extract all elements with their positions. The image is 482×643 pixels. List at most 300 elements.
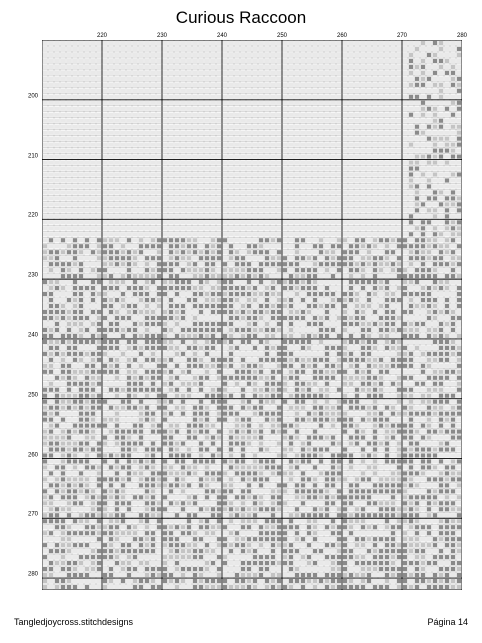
stitch-symbol-cell [403,172,407,176]
stitch-symbol-cell [133,59,137,63]
stitch-symbol-cell [193,184,197,188]
stitch-symbol-cell [193,137,197,141]
stitch-symbol-cell [133,53,137,57]
stitch-symbol-cell [343,334,347,338]
stitch-symbol-cell [97,274,101,278]
stitch-symbol-cell [295,59,299,63]
stitch-symbol-cell [415,322,419,326]
stitch-symbol-cell [85,208,89,212]
stitch-symbol-cell [229,196,233,200]
stitch-symbol-cell [445,418,449,422]
stitch-symbol-cell [193,418,197,422]
stitch-symbol-cell [253,125,257,129]
stitch-symbol-cell [343,453,347,457]
stitch-symbol-cell [205,71,209,75]
stitch-symbol-cell [61,184,65,188]
stitch-symbol-cell [85,298,89,302]
stitch-symbol-cell [283,429,287,433]
stitch-symbol-cell [379,453,383,457]
stitch-symbol-cell [43,47,47,51]
stitch-symbol-cell [445,41,449,45]
stitch-symbol-cell [97,406,101,410]
stitch-symbol-cell [361,435,365,439]
stitch-symbol-cell [247,394,251,398]
stitch-symbol-cell [367,125,371,129]
stitch-symbol-cell [133,119,137,123]
stitch-symbol-cell [343,394,347,398]
stitch-symbol-cell [295,89,299,93]
stitch-symbol-cell [325,95,329,99]
stitch-symbol-cell [145,429,149,433]
stitch-symbol-cell [205,101,209,105]
stitch-symbol-cell [391,202,395,206]
stitch-symbol-cell [421,256,425,260]
stitch-symbol-cell [109,119,113,123]
stitch-symbol-cell [109,172,113,176]
stitch-symbol-cell [85,95,89,99]
stitch-symbol-cell [241,196,245,200]
stitch-symbol-cell [283,447,287,451]
stitch-symbol-cell [115,280,119,284]
stitch-symbol-cell [217,172,221,176]
stitch-symbol-cell [421,178,425,182]
stitch-symbol-cell [343,310,347,314]
stitch-symbol-cell [355,125,359,129]
stitch-symbol-cell [115,53,119,57]
stitch-symbol-cell [55,89,59,93]
stitch-symbol-cell [127,184,131,188]
stitch-symbol-cell [295,214,299,218]
stitch-symbol-cell [391,256,395,260]
stitch-symbol-cell [379,101,383,105]
stitch-symbol-cell [271,429,275,433]
stitch-symbol-cell [145,358,149,362]
stitch-symbol-cell [367,447,371,451]
stitch-symbol-cell [217,95,221,99]
stitch-symbol-cell [343,388,347,392]
stitch-symbol-cell [265,220,269,224]
stitch-symbol-cell [331,77,335,81]
stitch-symbol-cell [427,232,431,236]
stitch-symbol-cell [127,346,131,350]
stitch-symbol-cell [43,286,47,290]
stitch-symbol-cell [79,202,83,206]
stitch-symbol-cell [241,280,245,284]
stitch-symbol-cell [163,424,167,428]
stitch-symbol-cell [223,113,227,117]
stitch-symbol-cell [61,125,65,129]
stitch-symbol-cell [211,149,215,153]
stitch-symbol-cell [277,400,281,404]
stitch-symbol-cell [229,41,233,45]
stitch-symbol-cell [139,184,143,188]
stitch-symbol-cell [391,412,395,416]
stitch-symbol-cell [43,280,47,284]
stitch-symbol-cell [379,77,383,81]
stitch-symbol-cell [151,304,155,308]
stitch-symbol-cell [181,101,185,105]
stitch-symbol-cell [325,184,329,188]
stitch-symbol-cell [181,143,185,147]
stitch-symbol-cell [133,71,137,75]
stitch-symbol-cell [121,352,125,356]
stitch-symbol-cell [259,244,263,248]
stitch-symbol-cell [301,453,305,457]
stitch-symbol-cell [115,459,119,463]
stitch-symbol-cell [115,172,119,176]
stitch-symbol-cell [79,149,83,153]
stitch-symbol-cell [73,214,77,218]
stitch-symbol-cell [277,137,281,141]
stitch-symbol-cell [427,256,431,260]
stitch-symbol-cell [343,137,347,141]
stitch-symbol-cell [283,358,287,362]
stitch-symbol-cell [205,244,209,248]
stitch-symbol-cell [145,268,149,272]
stitch-symbol-cell [349,250,353,254]
stitch-symbol-cell [175,310,179,314]
stitch-symbol-cell [205,232,209,236]
stitch-symbol-cell [103,184,107,188]
stitch-symbol-cell [343,154,347,158]
stitch-symbol-cell [181,382,185,386]
stitch-symbol-cell [307,286,311,290]
stitch-symbol-cell [349,131,353,135]
stitch-symbol-cell [457,71,461,75]
stitch-symbol-cell [445,412,449,416]
stitch-symbol-cell [349,172,353,176]
stitch-symbol-cell [349,376,353,380]
stitch-symbol-cell [325,453,329,457]
stitch-symbol-cell [175,166,179,170]
stitch-symbol-cell [439,268,443,272]
stitch-symbol-cell [181,262,185,266]
stitch-symbol-cell [127,334,131,338]
stitch-symbol-cell [331,226,335,230]
stitch-symbol-cell [451,131,455,135]
stitch-symbol-cell [115,232,119,236]
stitch-symbol-cell [199,304,203,308]
stitch-symbol-cell [97,453,101,457]
stitch-symbol-cell [403,190,407,194]
stitch-symbol-cell [427,65,431,69]
stitch-symbol-cell [211,77,215,81]
stitch-symbol-cell [73,226,77,230]
stitch-symbol-cell [169,196,173,200]
stitch-symbol-cell [241,304,245,308]
stitch-symbol-cell [361,280,365,284]
stitch-symbol-cell [451,316,455,320]
stitch-symbol-cell [349,178,353,182]
stitch-symbol-cell [235,47,239,51]
stitch-symbol-cell [403,154,407,158]
stitch-symbol-cell [73,83,77,87]
stitch-symbol-cell [205,131,209,135]
stitch-symbol-cell [445,382,449,386]
stitch-symbol-cell [439,202,443,206]
stitch-symbol-cell [415,310,419,314]
stitch-symbol-cell [181,406,185,410]
stitch-symbol-cell [373,220,377,224]
stitch-symbol-cell [247,226,251,230]
stitch-symbol-cell [199,394,203,398]
stitch-symbol-cell [109,382,113,386]
stitch-symbol-cell [355,131,359,135]
stitch-symbol-cell [367,232,371,236]
stitch-symbol-cell [373,190,377,194]
stitch-symbol-cell [283,394,287,398]
stitch-symbol-cell [307,316,311,320]
stitch-symbol-cell [115,131,119,135]
stitch-symbol-cell [313,346,317,350]
stitch-symbol-cell [223,208,227,212]
stitch-symbol-cell [199,459,203,463]
stitch-symbol-cell [289,125,293,129]
stitch-symbol-cell [295,77,299,81]
stitch-symbol-cell [373,178,377,182]
stitch-symbol-cell [235,429,239,433]
stitch-symbol-cell [211,190,215,194]
stitch-symbol-cell [313,447,317,451]
stitch-symbol-cell [133,238,137,242]
stitch-symbol-cell [337,256,341,260]
stitch-symbol-cell [97,424,101,428]
stitch-symbol-cell [109,316,113,320]
stitch-symbol-cell [289,256,293,260]
stitch-symbol-cell [97,298,101,302]
stitch-symbol-cell [205,382,209,386]
stitch-symbol-cell [205,459,209,463]
stitch-symbol-cell [367,101,371,105]
stitch-symbol-cell [169,172,173,176]
stitch-symbol-cell [361,364,365,368]
stitch-symbol-cell [157,310,161,314]
stitch-symbol-cell [265,89,269,93]
stitch-symbol-cell [397,172,401,176]
stitch-symbol-cell [349,41,353,45]
stitch-symbol-cell [301,424,305,428]
stitch-symbol-cell [337,280,341,284]
stitch-symbol-cell [97,226,101,230]
stitch-symbol-cell [355,322,359,326]
stitch-symbol-cell [205,41,209,45]
stitch-symbol-cell [199,250,203,254]
stitch-symbol-cell [235,453,239,457]
stitch-symbol-cell [199,214,203,218]
stitch-symbol-cell [445,334,449,338]
stitch-symbol-cell [271,166,275,170]
stitch-symbol-cell [253,53,257,57]
stitch-symbol-cell [115,214,119,218]
stitch-symbol-cell [127,59,131,63]
stitch-symbol-cell [451,226,455,230]
stitch-symbol-cell [439,154,443,158]
stitch-symbol-cell [91,154,95,158]
stitch-symbol-cell [337,298,341,302]
stitch-symbol-cell [259,346,263,350]
stitch-symbol-cell [277,95,281,99]
stitch-symbol-cell [439,143,443,147]
stitch-symbol-cell [49,388,53,392]
stitch-symbol-cell [139,190,143,194]
stitch-symbol-cell [169,429,173,433]
stitch-symbol-cell [337,274,341,278]
stitch-symbol-cell [415,137,419,141]
stitch-symbol-cell [193,376,197,380]
stitch-symbol-cell [127,143,131,147]
stitch-symbol-cell [151,220,155,224]
stitch-symbol-cell [217,184,221,188]
stitch-symbol-cell [97,441,101,445]
stitch-symbol-cell [319,447,323,451]
stitch-symbol-cell [277,53,281,57]
stitch-symbol-cell [421,166,425,170]
stitch-symbol-cell [139,328,143,332]
stitch-symbol-cell [295,441,299,445]
stitch-symbol-cell [283,459,287,463]
stitch-symbol-cell [127,232,131,236]
stitch-symbol-cell [301,340,305,344]
stitch-symbol-cell [73,346,77,350]
stitch-symbol-cell [259,154,263,158]
stitch-symbol-cell [193,172,197,176]
stitch-symbol-cell [355,149,359,153]
stitch-symbol-cell [115,89,119,93]
stitch-symbol-cell [43,166,47,170]
stitch-symbol-cell [115,202,119,206]
stitch-symbol-cell [319,89,323,93]
stitch-symbol-cell [325,101,329,105]
stitch-symbol-cell [205,137,209,141]
stitch-symbol-cell [139,382,143,386]
stitch-symbol-cell [121,256,125,260]
stitch-symbol-cell [49,418,53,422]
stitch-symbol-cell [409,107,413,111]
stitch-symbol-cell [139,286,143,290]
stitch-symbol-cell [103,71,107,75]
stitch-symbol-cell [265,71,269,75]
stitch-symbol-cell [217,316,221,320]
stitch-symbol-cell [301,238,305,242]
stitch-symbol-cell [163,412,167,416]
stitch-symbol-cell [325,394,329,398]
stitch-symbol-cell [247,137,251,141]
stitch-symbol-cell [229,280,233,284]
stitch-symbol-cell [433,459,437,463]
stitch-symbol-cell [247,232,251,236]
stitch-symbol-cell [415,232,419,236]
stitch-symbol-cell [121,304,125,308]
stitch-symbol-cell [67,113,71,117]
stitch-symbol-cell [187,59,191,63]
stitch-symbol-cell [169,459,173,463]
stitch-symbol-cell [187,358,191,362]
stitch-symbol-cell [349,166,353,170]
stitch-symbol-cell [169,238,173,242]
stitch-symbol-cell [265,143,269,147]
stitch-symbol-cell [301,280,305,284]
stitch-symbol-cell [433,394,437,398]
stitch-symbol-cell [403,268,407,272]
stitch-symbol-cell [319,298,323,302]
stitch-symbol-cell [85,435,89,439]
stitch-symbol-cell [457,244,461,248]
stitch-symbol-cell [307,178,311,182]
stitch-symbol-cell [97,256,101,260]
stitch-symbol-cell [457,89,461,93]
stitch-symbol-cell [271,226,275,230]
stitch-symbol-cell [445,149,449,153]
stitch-symbol-cell [271,137,275,141]
stitch-symbol-cell [403,382,407,386]
stitch-symbol-cell [223,77,227,81]
stitch-symbol-cell [331,304,335,308]
stitch-symbol-cell [259,220,263,224]
stitch-symbol-cell [403,346,407,350]
stitch-symbol-cell [325,280,329,284]
stitch-symbol-cell [199,358,203,362]
stitch-symbol-cell [199,400,203,404]
stitch-symbol-cell [295,184,299,188]
stitch-symbol-cell [163,244,167,248]
stitch-symbol-cell [217,346,221,350]
stitch-symbol-cell [55,310,59,314]
stitch-symbol-cell [457,429,461,433]
stitch-symbol-cell [439,352,443,356]
stitch-symbol-cell [223,459,227,463]
stitch-symbol-cell [361,316,365,320]
stitch-symbol-cell [193,262,197,266]
stitch-symbol-cell [121,131,125,135]
stitch-symbol-cell [307,298,311,302]
stitch-symbol-cell [379,418,383,422]
stitch-symbol-cell [241,59,245,63]
stitch-symbol-cell [373,101,377,105]
stitch-symbol-cell [283,346,287,350]
stitch-symbol-cell [337,196,341,200]
stitch-symbol-cell [97,250,101,254]
stitch-symbol-cell [199,316,203,320]
stitch-symbol-cell [349,304,353,308]
stitch-symbol-cell [157,184,161,188]
stitch-symbol-cell [289,196,293,200]
stitch-symbol-cell [67,292,71,296]
stitch-symbol-cell [223,424,227,428]
stitch-symbol-cell [277,113,281,117]
stitch-symbol-cell [265,352,269,356]
stitch-symbol-cell [121,214,125,218]
stitch-symbol-cell [79,184,83,188]
stitch-symbol-cell [397,292,401,296]
stitch-symbol-cell [325,424,329,428]
stitch-symbol-cell [205,424,209,428]
stitch-symbol-cell [325,298,329,302]
stitch-symbol-cell [103,244,107,248]
stitch-symbol-cell [283,453,287,457]
stitch-symbol-cell [49,196,53,200]
stitch-symbol-cell [181,250,185,254]
stitch-symbol-cell [139,435,143,439]
stitch-symbol-cell [211,310,215,314]
stitch-symbol-cell [397,190,401,194]
stitch-symbol-cell [187,214,191,218]
stitch-symbol-cell [445,280,449,284]
stitch-symbol-cell [277,388,281,392]
stitch-symbol-cell [73,101,77,105]
stitch-symbol-cell [151,429,155,433]
stitch-symbol-cell [421,346,425,350]
stitch-symbol-cell [379,172,383,176]
